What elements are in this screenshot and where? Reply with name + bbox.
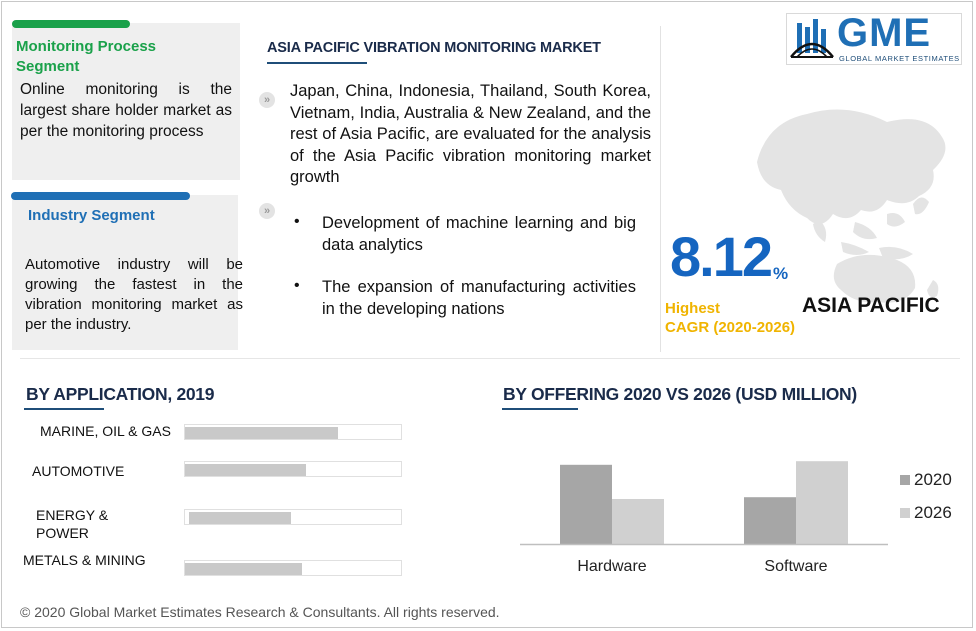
intro-paragraph: Japan, China, Indonesia, Thailand, South Korea, Vietnam, India, Australia & New Zealand, and the rest of Asia Pacific, are evaluated for the analysis of the Asia Pacific vibration monitoring market growth (290, 82, 651, 186)
section-divider (20, 358, 960, 359)
application-chart-underline (24, 408, 104, 410)
app-bar-2 (189, 512, 291, 524)
offering-chart (502, 422, 962, 582)
monitoring-segment-title: Monitoring Process Segment (16, 38, 157, 75)
app-label-0: MARINE, OIL & GAS (40, 423, 171, 439)
industry-segment-accent (11, 192, 190, 200)
cagr-label-line1: Highest (665, 300, 721, 317)
chevron-right-icon: » (259, 203, 275, 219)
gme-logo (786, 13, 962, 65)
infographic (1, 1, 973, 628)
bullet-item-2: The expansion of manufacturing activities in the developing nations (322, 278, 636, 318)
monitoring-segment-accent (12, 20, 130, 28)
legend-swatch-2020 (900, 475, 910, 485)
cagr-value: 8.12 (670, 225, 771, 288)
industry-segment-title: Industry Segment (28, 207, 155, 224)
logo-text: GME (837, 11, 932, 55)
app-bar-0 (185, 427, 338, 439)
bullet-icon: • (294, 277, 300, 294)
app-bar-track-0 (184, 424, 402, 440)
chevron-right-icon: » (259, 92, 275, 108)
offering-chart-underline (502, 408, 578, 410)
copyright-footer: © 2020 Global Market Estimates Research & Consultants. All rights reserved. (20, 604, 500, 620)
monitoring-segment-text: Online monitoring is the largest share holder market as per the monitoring process (20, 81, 232, 140)
legend-label-2020: 2020 (914, 470, 952, 489)
region-name: ASIA PACIFIC (802, 294, 940, 317)
industry-segment-text: Automotive industry will be growing the fastest in the vibration monitoring market as per the industry. (25, 256, 243, 333)
app-bar-track-3 (184, 560, 402, 576)
cagr-unit: % (773, 264, 789, 283)
x-tick-label-software: Software (764, 558, 828, 575)
app-label-1: AUTOMOTIVE (32, 463, 125, 479)
asia-pacific-map (737, 92, 967, 312)
globe-logo-icon (789, 17, 835, 61)
app-bar-track-2 (184, 509, 402, 525)
offering-chart-title: BY OFFERING 2020 VS 2026 (USD MILLION) (503, 384, 857, 404)
app-bar-3 (185, 563, 302, 575)
app-label-2: ENERGY & POWER (36, 507, 109, 541)
legend-label-2026: 2026 (914, 503, 952, 522)
app-bar-track-1 (184, 461, 402, 477)
bar-hardware-2020 (560, 465, 612, 544)
main-title: ASIA PACIFIC VIBRATION MONITORING MARKET (267, 40, 601, 56)
bar-software-2020 (744, 497, 796, 544)
main-title-underline (267, 62, 367, 64)
cagr-label-line2: CAGR (2020-2026) (665, 319, 796, 336)
bullet-icon: • (294, 213, 300, 230)
bar-software-2026 (796, 461, 848, 544)
x-tick-label-hardware: Hardware (577, 558, 647, 575)
app-bar-1 (185, 464, 306, 476)
app-label-3: METALS & MINING (23, 552, 146, 568)
bar-hardware-2026 (612, 499, 664, 544)
logo-subtitle: GLOBAL MARKET ESTIMATES (839, 54, 960, 63)
column-divider (660, 26, 661, 352)
application-chart-title: BY APPLICATION, 2019 (26, 384, 215, 404)
bullet-item-1: Development of machine learning and big data analytics (322, 214, 636, 254)
legend-swatch-2026 (900, 508, 910, 518)
